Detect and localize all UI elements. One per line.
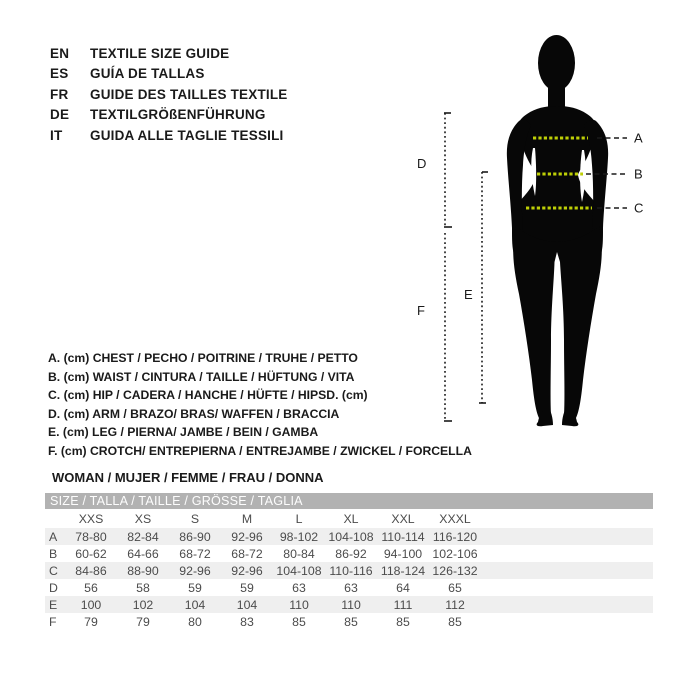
size-value: 104 — [236, 597, 258, 612]
size-column-header: XL — [343, 511, 359, 526]
row-label: E — [49, 597, 58, 612]
size-value: 78-80 — [75, 529, 107, 544]
size-value: 98-102 — [279, 529, 319, 544]
language-rows — [50, 44, 288, 146]
size-value: 126-132 — [432, 563, 478, 578]
size-value: 100 — [80, 597, 102, 612]
language-title: TEXTILGRÖßENFÜHRUNG — [90, 107, 266, 123]
crotch-marker-label: F — [417, 303, 425, 318]
size-value: 116-120 — [432, 529, 478, 544]
size-value: 102-106 — [432, 546, 478, 561]
size-value: 102 — [132, 597, 154, 612]
size-value: 79 — [84, 614, 98, 629]
size-value: 68-72 — [179, 546, 211, 561]
language-code: DE — [50, 107, 70, 123]
size-value: 82-84 — [127, 529, 159, 544]
size-value: 56 — [84, 580, 98, 595]
size-table-row — [45, 579, 653, 596]
size-value: 60-62 — [75, 546, 107, 561]
size-table-row — [45, 596, 653, 613]
size-value: 85 — [292, 614, 306, 629]
language-row — [50, 105, 288, 125]
size-value: 110 — [289, 597, 309, 612]
size-value: 64-66 — [127, 546, 159, 561]
language-code: IT — [50, 127, 63, 143]
language-code: FR — [50, 86, 69, 102]
woman-silhouette — [507, 35, 608, 426]
size-value: 80-84 — [283, 546, 315, 561]
language-code: EN — [50, 46, 70, 61]
size-column-header: XS — [134, 511, 152, 526]
language-title-block — [50, 44, 288, 146]
size-value: 80 — [188, 614, 202, 629]
row-label: C — [49, 563, 58, 578]
size-value: 64 — [396, 580, 410, 595]
size-table-row — [45, 545, 653, 562]
size-value: 104-108 — [328, 529, 374, 544]
legend-item: A. (cm) CHEST / PECHO / POITRINE / TRUHE / PETTO — [48, 351, 358, 365]
legend-item: F. (cm) CROTCH/ ENTREPIERNA / ENTREJAMBE / ZWICKEL / FORCELLA — [48, 443, 472, 458]
language-row — [50, 85, 288, 105]
size-column-header: S — [190, 511, 200, 526]
leg-marker-label: E — [464, 287, 473, 302]
size-value: 118-124 — [380, 563, 426, 578]
language-row — [50, 64, 288, 84]
row-label: A — [49, 529, 58, 544]
size-value: 58 — [136, 580, 150, 595]
size-value: 83 — [240, 614, 254, 629]
arm-marker-label: D — [417, 156, 427, 171]
size-value: 94-100 — [383, 546, 423, 561]
size-table-title: SIZE / TALLA / TAILLE / GRÖSSE / TAGLIA — [45, 493, 653, 509]
chest-marker-label: A — [634, 130, 643, 146]
size-value: 110 — [341, 597, 361, 612]
language-code: ES — [50, 66, 69, 82]
language-title: GUÍA DE TALLAS — [90, 66, 205, 82]
language-row — [50, 126, 288, 146]
size-value: 92-96 — [179, 563, 211, 578]
waist-marker-label: B — [634, 166, 643, 182]
size-value: 86-92 — [335, 546, 367, 561]
size-column-header: XXS — [78, 511, 104, 526]
legend-item: D. (cm) ARM / BRAZO/ BRAS/ WAFFEN / BRACCIA — [48, 406, 340, 421]
language-title: GUIDA ALLE TAGLIE TESSILI — [90, 127, 284, 143]
size-value: 85 — [344, 614, 358, 629]
size-value: 85 — [448, 614, 462, 629]
measurement-legend — [48, 349, 472, 461]
size-table-body — [45, 528, 653, 630]
size-value: 63 — [292, 580, 306, 595]
legend-item: E. (cm) LEG / PIERNA/ JAMBE / BEIN / GAMBA — [48, 425, 319, 440]
size-value: 85 — [396, 614, 410, 629]
size-value: 59 — [240, 580, 254, 595]
legs — [513, 226, 602, 424]
size-value: 86-90 — [179, 529, 211, 544]
size-value: 84-86 — [75, 563, 107, 578]
size-value: 110-116 — [329, 563, 373, 578]
size-value: 104-108 — [276, 563, 322, 578]
row-label: D — [49, 580, 58, 595]
size-value: 104 — [184, 597, 206, 612]
language-title: TEXTILE SIZE GUIDE — [90, 46, 230, 61]
row-label: F — [49, 614, 57, 629]
section-title: WOMAN / MUJER / FEMME / FRAU / DONNA — [52, 470, 324, 485]
size-value: 59 — [188, 580, 202, 595]
size-table-row — [45, 528, 653, 545]
size-value: 111 — [393, 597, 413, 612]
size-column-header: M — [241, 511, 253, 526]
legend-item: B. (cm) WAIST / CINTURA / TAILLE / HÜFTUNG / VITA — [48, 369, 355, 384]
row-label: B — [49, 546, 58, 561]
size-column-header: XXXL — [439, 511, 471, 526]
size-column-header: XXL — [391, 511, 415, 526]
size-value: 88-90 — [127, 563, 159, 578]
hip-marker-label: C — [634, 200, 644, 216]
size-table — [45, 493, 653, 630]
language-title: GUIDE DES TAILLES TEXTILE — [90, 86, 288, 102]
size-value: 65 — [448, 580, 462, 595]
size-table-column-headers — [45, 509, 653, 528]
size-value: 79 — [136, 614, 150, 629]
legend-item: C. (cm) HIP / CADERA / HANCHE / HÜFTE / HIPSD. (cm) — [48, 388, 368, 403]
size-value: 92-96 — [231, 529, 263, 544]
size-table-row — [45, 562, 653, 579]
size-value: 110-114 — [381, 529, 425, 544]
size-column-header: L — [295, 511, 303, 526]
size-value: 68-72 — [231, 546, 263, 561]
size-value: 63 — [344, 580, 358, 595]
size-table-row — [45, 613, 653, 630]
language-row — [50, 44, 288, 64]
size-value: 112 — [445, 597, 465, 612]
size-value: 92-96 — [231, 563, 263, 578]
